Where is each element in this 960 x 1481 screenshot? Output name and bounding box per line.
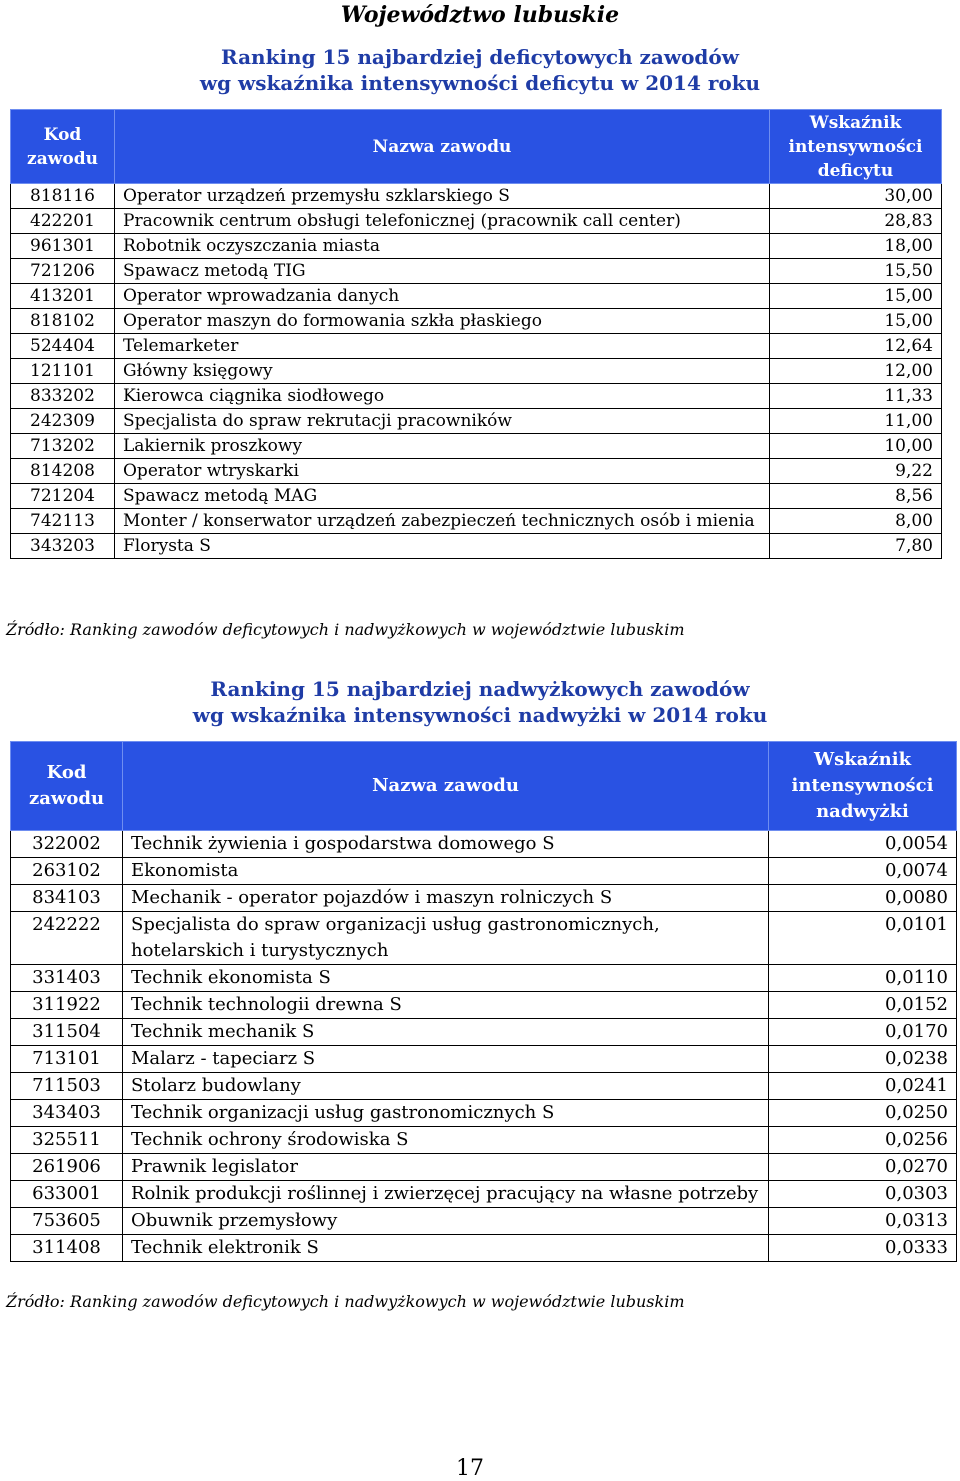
table-row <box>11 459 942 484</box>
occupation-code-cell: 242222 <box>11 912 123 965</box>
occupation-code-cell: 325511 <box>11 1127 123 1154</box>
occupation-code-cell: 343203 <box>11 534 115 559</box>
index-value-cell: 0,0238 <box>769 1046 957 1073</box>
occupation-name-cell: Kierowca ciągnika siodłowego <box>115 384 770 409</box>
surplus-ranking-table <box>10 741 957 1262</box>
column-header-code: Kod zawodu <box>11 742 123 831</box>
occupation-name-cell: Technik organizacji usług gastronomicznych S <box>123 1100 769 1127</box>
table-row <box>11 858 957 885</box>
occupation-name-cell: Malarz - tapeciarz S <box>123 1046 769 1073</box>
index-value-cell: 12,00 <box>770 359 942 384</box>
index-value-cell: 0,0054 <box>769 831 957 858</box>
table-row <box>11 1073 957 1100</box>
occupation-name-cell: Rolnik produkcji roślinnej i zwierzęcej pracujący na własne potrzeby <box>123 1181 769 1208</box>
table-row <box>11 1235 957 1262</box>
occupation-code-cell: 721204 <box>11 484 115 509</box>
table-row <box>11 184 942 209</box>
occupation-code-cell: 261906 <box>11 1154 123 1181</box>
occupation-code-cell: 331403 <box>11 965 123 992</box>
index-value-cell: 0,0270 <box>769 1154 957 1181</box>
deficit-title-line1: Ranking 15 najbardziej deficytowych zawodów <box>221 45 739 69</box>
surplus-title-line2: wg wskaźnika intensywności nadwyżki w 2014 roku <box>192 703 768 727</box>
table-row <box>11 1100 957 1127</box>
index-value-cell: 12,64 <box>770 334 942 359</box>
index-value-cell: 30,00 <box>770 184 942 209</box>
occupation-name-cell: Operator urządzeń przemysłu szklarskiego S <box>115 184 770 209</box>
occupation-code-cell: 343403 <box>11 1100 123 1127</box>
occupation-code-cell: 753605 <box>11 1208 123 1235</box>
occupation-name-cell: Pracownik centrum obsługi telefonicznej (pracownik call center) <box>115 209 770 234</box>
occupation-code-cell: 961301 <box>11 234 115 259</box>
table-row <box>11 484 942 509</box>
deficit-source-note: Źródło: Ranking zawodów deficytowych i nadwyżkowych w województwie lubuskim <box>6 620 685 639</box>
index-value-cell: 0,0074 <box>769 858 957 885</box>
index-value-cell: 0,0080 <box>769 885 957 912</box>
index-value-cell: 0,0313 <box>769 1208 957 1235</box>
occupation-name-cell: Robotnik oczyszczania miasta <box>115 234 770 259</box>
table-row <box>11 831 957 858</box>
table-row <box>11 1181 957 1208</box>
occupation-code-cell: 818102 <box>11 309 115 334</box>
occupation-name-cell: Technik technologii drewna S <box>123 992 769 1019</box>
occupation-name-cell: Operator wtryskarki <box>115 459 770 484</box>
index-value-cell: 0,0241 <box>769 1073 957 1100</box>
occupation-name-cell: Obuwnik przemysłowy <box>123 1208 769 1235</box>
occupation-code-cell: 121101 <box>11 359 115 384</box>
table-row <box>11 334 942 359</box>
occupation-code-cell: 413201 <box>11 284 115 309</box>
occupation-code-cell: 311504 <box>11 1019 123 1046</box>
index-value-cell: 8,00 <box>770 509 942 534</box>
column-header-name: Nazwa zawodu <box>115 110 770 184</box>
index-value-cell: 7,80 <box>770 534 942 559</box>
occupation-name-cell: Prawnik legislator <box>123 1154 769 1181</box>
index-value-cell: 28,83 <box>770 209 942 234</box>
table-row <box>11 509 942 534</box>
table-row <box>11 234 942 259</box>
table-row <box>11 534 942 559</box>
index-value-cell: 15,50 <box>770 259 942 284</box>
occupation-name-cell: Technik ochrony środowiska S <box>123 1127 769 1154</box>
surplus-table-body <box>11 831 957 1262</box>
occupation-code-cell: 818116 <box>11 184 115 209</box>
occupation-code-cell: 713202 <box>11 434 115 459</box>
table-header-row <box>11 110 942 184</box>
deficit-ranking-title <box>0 44 960 96</box>
table-row <box>11 359 942 384</box>
index-value-cell: 0,0170 <box>769 1019 957 1046</box>
index-value-cell: 11,33 <box>770 384 942 409</box>
index-value-cell: 0,0101 <box>769 912 957 965</box>
occupation-name-cell: Mechanik - operator pojazdów i maszyn rolniczych S <box>123 885 769 912</box>
occupation-code-cell: 834103 <box>11 885 123 912</box>
occupation-name-cell: Operator wprowadzania danych <box>115 284 770 309</box>
index-value-cell: 0,0250 <box>769 1100 957 1127</box>
index-value-cell: 10,00 <box>770 434 942 459</box>
column-header-index: Wskaźnik intensywności deficytu <box>770 110 942 184</box>
occupation-name-cell: Specjalista do spraw organizacji usług gastronomicznych, hotelarskich i turystycznych <box>123 912 769 965</box>
deficit-ranking-table <box>10 109 942 559</box>
column-header-code: Kod zawodu <box>11 110 115 184</box>
occupation-code-cell: 833202 <box>11 384 115 409</box>
index-value-cell: 11,00 <box>770 409 942 434</box>
index-value-cell: 0,0333 <box>769 1235 957 1262</box>
page-title: Województwo lubuskie <box>340 2 620 28</box>
column-header-index: Wskaźnik intensywności nadwyżki <box>769 742 957 831</box>
table-row <box>11 284 942 309</box>
occupation-code-cell: 422201 <box>11 209 115 234</box>
index-value-cell: 8,56 <box>770 484 942 509</box>
table-row <box>11 1019 957 1046</box>
occupation-name-cell: Ekonomista <box>123 858 769 885</box>
occupation-name-cell: Technik ekonomista S <box>123 965 769 992</box>
occupation-name-cell: Stolarz budowlany <box>123 1073 769 1100</box>
occupation-code-cell: 742113 <box>11 509 115 534</box>
occupation-name-cell: Operator maszyn do formowania szkła płaskiego <box>115 309 770 334</box>
surplus-title-line1: Ranking 15 najbardziej nadwyżkowych zawodów <box>210 677 750 701</box>
table-row <box>11 384 942 409</box>
table-row <box>11 309 942 334</box>
index-value-cell: 0,0110 <box>769 965 957 992</box>
occupation-name-cell: Technik żywienia i gospodarstwa domowego S <box>123 831 769 858</box>
occupation-name-cell: Główny księgowy <box>115 359 770 384</box>
table-row <box>11 434 942 459</box>
surplus-ranking-title <box>0 676 960 728</box>
table-row <box>11 259 942 284</box>
occupation-code-cell: 524404 <box>11 334 115 359</box>
index-value-cell: 0,0303 <box>769 1181 957 1208</box>
table-row <box>11 1208 957 1235</box>
occupation-name-cell: Florysta S <box>115 534 770 559</box>
occupation-code-cell: 311408 <box>11 1235 123 1262</box>
table-row <box>11 209 942 234</box>
index-value-cell: 15,00 <box>770 284 942 309</box>
table-row <box>11 992 957 1019</box>
occupation-code-cell: 711503 <box>11 1073 123 1100</box>
occupation-code-cell: 713101 <box>11 1046 123 1073</box>
table-row <box>11 965 957 992</box>
occupation-code-cell: 242309 <box>11 409 115 434</box>
occupation-name-cell: Spawacz metodą MAG <box>115 484 770 509</box>
deficit-table-body <box>11 184 942 559</box>
occupation-name-cell: Specjalista do spraw rekrutacji pracowników <box>115 409 770 434</box>
occupation-code-cell: 263102 <box>11 858 123 885</box>
table-row <box>11 1154 957 1181</box>
table-row <box>11 409 942 434</box>
index-value-cell: 9,22 <box>770 459 942 484</box>
occupation-code-cell: 322002 <box>11 831 123 858</box>
occupation-name-cell: Spawacz metodą TIG <box>115 259 770 284</box>
deficit-title-line2: wg wskaźnika intensywności deficytu w 2014 roku <box>199 71 761 95</box>
table-row <box>11 1127 957 1154</box>
index-value-cell: 0,0152 <box>769 992 957 1019</box>
occupation-name-cell: Telemarketer <box>115 334 770 359</box>
index-value-cell: 18,00 <box>770 234 942 259</box>
page-number: 17 <box>456 1456 484 1481</box>
occupation-code-cell: 311922 <box>11 992 123 1019</box>
column-header-name: Nazwa zawodu <box>123 742 769 831</box>
table-row <box>11 912 957 965</box>
occupation-name-cell: Monter / konserwator urządzeń zabezpieczeń technicznych osób i mienia <box>115 509 770 534</box>
occupation-name-cell: Technik elektronik S <box>123 1235 769 1262</box>
table-row <box>11 1046 957 1073</box>
occupation-name-cell: Technik mechanik S <box>123 1019 769 1046</box>
index-value-cell: 0,0256 <box>769 1127 957 1154</box>
surplus-source-note: Źródło: Ranking zawodów deficytowych i nadwyżkowych w województwie lubuskim <box>6 1292 685 1311</box>
occupation-code-cell: 721206 <box>11 259 115 284</box>
occupation-code-cell: 633001 <box>11 1181 123 1208</box>
table-header-row <box>11 742 957 831</box>
occupation-code-cell: 814208 <box>11 459 115 484</box>
occupation-name-cell: Lakiernik proszkowy <box>115 434 770 459</box>
index-value-cell: 15,00 <box>770 309 942 334</box>
table-row <box>11 885 957 912</box>
